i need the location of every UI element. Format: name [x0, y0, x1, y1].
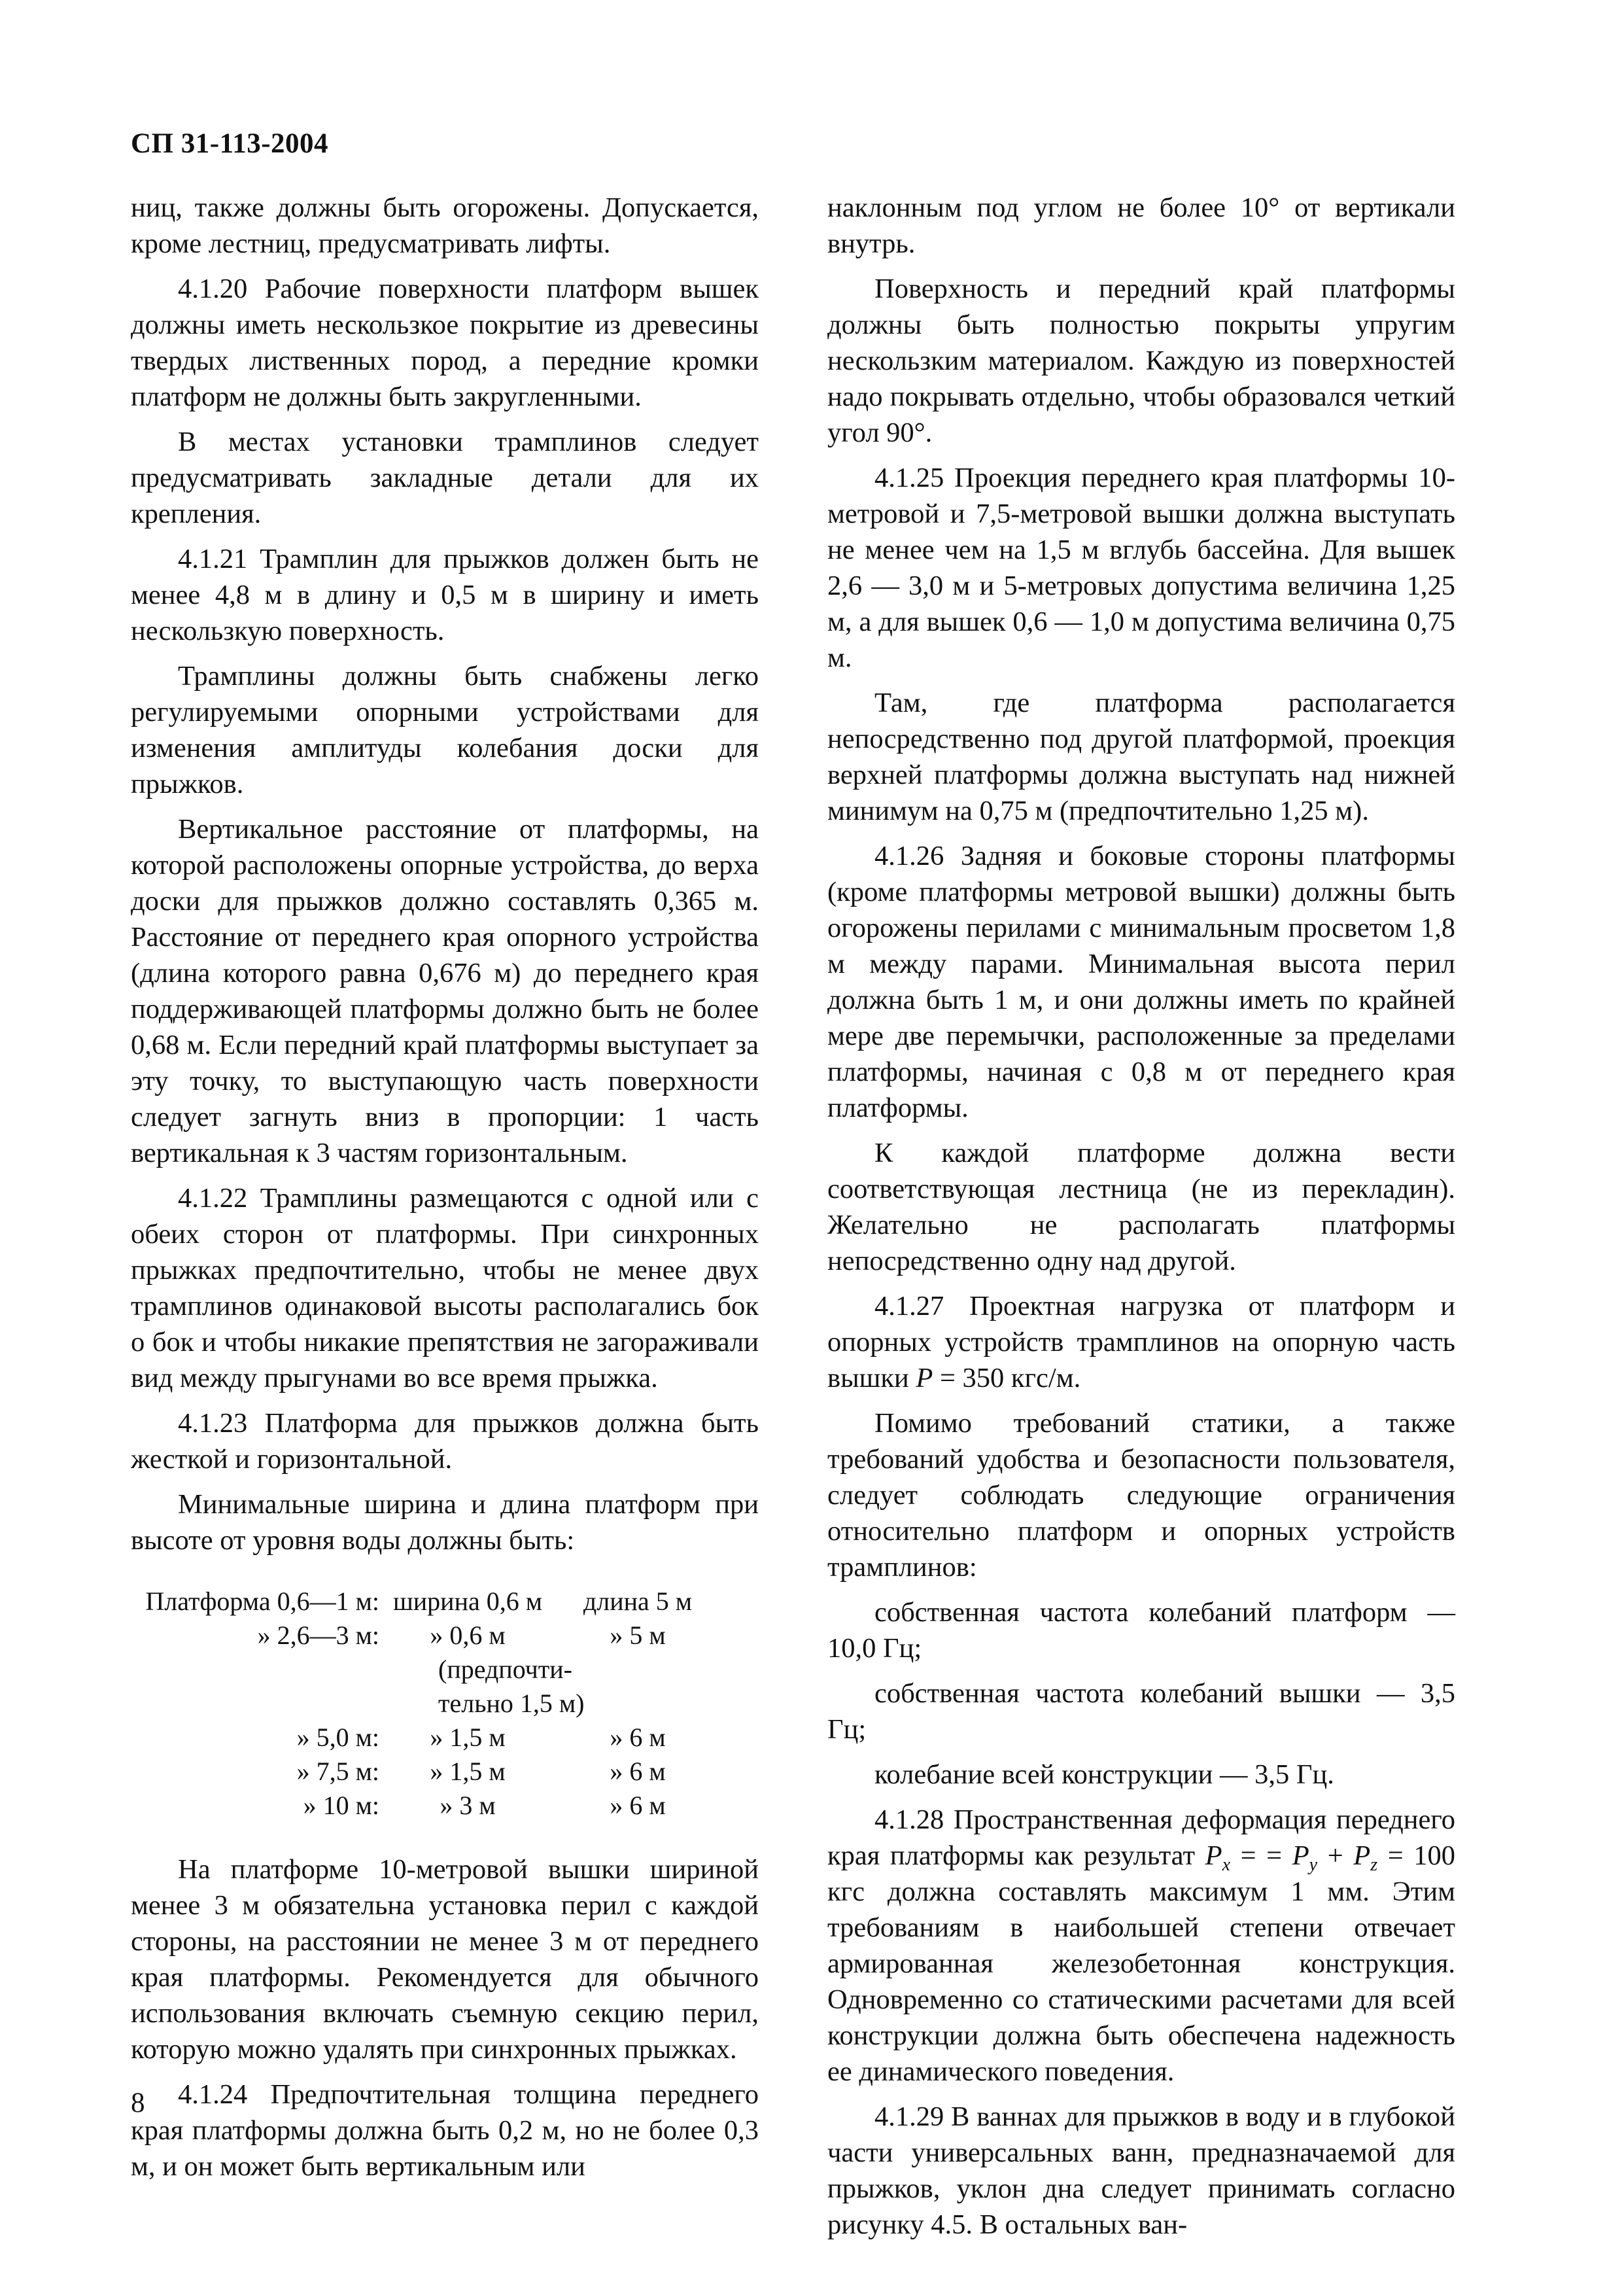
- platform-dimensions-table: [131, 1585, 759, 1823]
- variable-p: P: [1292, 1840, 1309, 1871]
- paragraph-4-1-27: [827, 1288, 1455, 1396]
- length-cell: » 6 м: [610, 1723, 666, 1752]
- list-item: собственная частота колебаний вышки — 3,5 Гц;: [827, 1678, 1455, 1745]
- list-item: собственная частота колебаний платформ — 10,0 Гц;: [827, 1597, 1455, 1664]
- paragraph-4-1-22: 4.1.22 Трамплины размещаются с одной или с обеих сторон от платформы. При синхронных прыжках предпочтительно, чтобы не менее двух трамплинов одинаковой высоты располагались бок о бок и чтобы никакие препятствия не загораживали вид между прыгунами во все время прыжка.: [131, 1183, 759, 1393]
- height-cell: Платформа 0,6—1 м:: [145, 1586, 379, 1616]
- length-cell: » 6 м: [610, 1791, 666, 1820]
- variable-p: P: [916, 1363, 933, 1393]
- paragraph-4-1-23: 4.1.23 Платформа для прыжков должна быть жесткой и горизонтальной.: [131, 1408, 759, 1475]
- length-cell: длина 5 м: [583, 1586, 693, 1616]
- table-note: [131, 1653, 759, 1687]
- text-run: = 350 кгс/м.: [933, 1363, 1081, 1393]
- length-cell: » 5 м: [610, 1621, 666, 1650]
- table-note: [131, 1687, 759, 1721]
- width-cell: » 1,5 м: [430, 1723, 506, 1752]
- width-cell: ширина 0,6 м: [392, 1586, 543, 1616]
- paragraph: В местах установки трамплинов следует предусматривать закладные детали для их крепления.: [131, 427, 759, 529]
- paragraph: ниц, также должны быть огорожены. Допускается, кроме лестниц, предусматривать лифты.: [131, 192, 759, 259]
- table-row: [131, 1721, 759, 1755]
- paragraph-4-1-24: 4.1.24 Предпочтительная толщина переднего края платформы должна быть 0,2 м, но не более 0,3 м, и он может быть вертикальным или: [131, 2079, 759, 2182]
- subscript: y: [1309, 1855, 1318, 1875]
- text-run: 4.1.27 Проектная нагрузка от платформ и опорных устройств трамплинов на опорную часть вышки: [827, 1291, 1455, 1393]
- table-row: [131, 1789, 759, 1823]
- width-cell: » 3 м: [440, 1791, 496, 1820]
- left-column: [131, 190, 759, 2194]
- text-run: 4.1.28 Пространственная деформация переднего края платформы как результат: [827, 1804, 1455, 1871]
- paragraph: Минимальные ширина и длина платформ при высоте от уровня воды должны быть:: [131, 1489, 759, 1556]
- paragraph-4-1-26: 4.1.26 Задняя и боковые стороны платформы (кроме платформы метровой вышки) должны быть огорожены перилами с минимальным просветом 1,8 м между парами. Минимальная высота перил должна быть 1 м, и они должны иметь по крайней мере две перемычки, расположенные за пределами платформы, начиная с 0,8 м от переднего края платформы.: [827, 841, 1455, 1123]
- document-code-header: СП 31-113-2004: [131, 128, 329, 159]
- height-cell: » 2,6—3 м:: [257, 1621, 379, 1650]
- length-cell: » 6 м: [610, 1757, 666, 1786]
- subscript: z: [1370, 1855, 1378, 1875]
- paragraph: На платформе 10-метровой вышки шириной менее 3 м обязательна установка перил с каждой стороны, на расстоянии не менее 3 м от переднего края платформы. Рекомендуется для обычного использования включать съемную секцию перил, которую можно удалять при синхронных прыжках.: [131, 1854, 759, 2065]
- paragraph-4-1-21: 4.1.21 Трамплин для прыжков должен быть не менее 4,8 м в длину и 0,5 м в ширину и иметь нескользкую поверхность.: [131, 544, 759, 646]
- paragraph: Там, где платформа располагается непосредственно под другой платформой, проекция верхней платформы должна выступать над нижней минимум на 0,75 м (предпочтительно 1,25 м).: [827, 688, 1455, 826]
- paragraph: Поверхность и передний край платформы должны быть полностью покрыты упругим нескользким материалом. Каждую из поверхностей надо покрывать отдельно, чтобы образовался четкий угол 90°.: [827, 273, 1455, 448]
- paragraph-4-1-28: [827, 1802, 1455, 2090]
- width-cell: » 1,5 м: [430, 1757, 506, 1786]
- paragraph-4-1-29: 4.1.29 В ваннах для прыжков в воду и в глубокой части универсальных ванн, предназначаемой для прыжков, уклон дна следует принимать согласно рисунку 4.5. В остальных ван-: [827, 2101, 1455, 2240]
- height-cell: » 5,0 м:: [296, 1723, 379, 1752]
- text-run: = =: [1230, 1840, 1292, 1871]
- table-row: [131, 1619, 759, 1653]
- note-text: тельно 1,5 м): [438, 1689, 585, 1718]
- paragraph-4-1-25: 4.1.25 Проекция переднего края платформы 10-метровой и 7,5-метровой вышки должна выступать не менее чем на 1,5 м вглубь бассейна. Для вышек 2,6 — 3,0 м и 5-метровых допустима величина 1,25 м, а для вышек 0,6 — 1,0 м допустима величина 0,75 м.: [827, 463, 1455, 673]
- table-row: [131, 1585, 759, 1619]
- variable-p: P: [1353, 1840, 1371, 1871]
- variable-p: P: [1205, 1840, 1222, 1871]
- paragraph: наклонным под углом не более 10° от вертикали внутрь.: [827, 192, 1455, 259]
- list-item: колебание всей конструкции — 3,5 Гц.: [874, 1759, 1334, 1790]
- paragraph: Помимо требований статики, а также требований удобства и безопасности пользователя, следует соблюдать следующие ограничения относительно платформ и опорных устройств трамплинов:: [827, 1408, 1455, 1583]
- height-cell: » 10 м:: [303, 1791, 379, 1820]
- right-column: [827, 190, 1455, 2252]
- note-text: (предпочти-: [438, 1655, 572, 1684]
- paragraph: Трамплины должны быть снабжены легко регулируемыми опорными устройствами для изменения амплитуды колебания доски для прыжков.: [131, 661, 759, 799]
- paragraph: К каждой платформе должна вести соответствующая лестница (не из перекладин). Желательно не располагать платформы непосредственно одну над другой.: [827, 1138, 1455, 1276]
- page-number: 8: [131, 2088, 145, 2118]
- subscript: x: [1222, 1855, 1231, 1875]
- paragraph: Вертикальное расстояние от платформы, на которой расположены опорные устройства, до верха доски для прыжков должно составлять 0,365 м. Расстояние от переднего края опорного устройства (длина которого равна 0,676 м) до переднего края поддерживающей платформы должно быть не более 0,68 м. Если передний край платформы выступает за эту точку, то выступающую часть поверхности следует загнуть вниз в пропорции: 1 часть вертикальная к 3 частям горизонтальным.: [131, 814, 759, 1168]
- text-run: = 100 кгс должна составлять максимум 1 мм. Этим требованиям в наибольшей степени отвечает армированная железобетонная конструкция. Одновременно со статическими расчетами для всей конструкции должна быть обеспечена надежность ее динамического поведения.: [827, 1840, 1456, 2087]
- table-row: [131, 1755, 759, 1789]
- width-cell: » 0,6 м: [430, 1621, 506, 1650]
- height-cell: » 7,5 м:: [296, 1757, 379, 1786]
- paragraph-4-1-20: 4.1.20 Рабочие поверхности платформ вышек должны иметь нескользкое покрытие из древесины твердых лиственных пород, а передние кромки платформ не должны быть закругленными.: [131, 273, 759, 412]
- text-run: +: [1317, 1840, 1354, 1871]
